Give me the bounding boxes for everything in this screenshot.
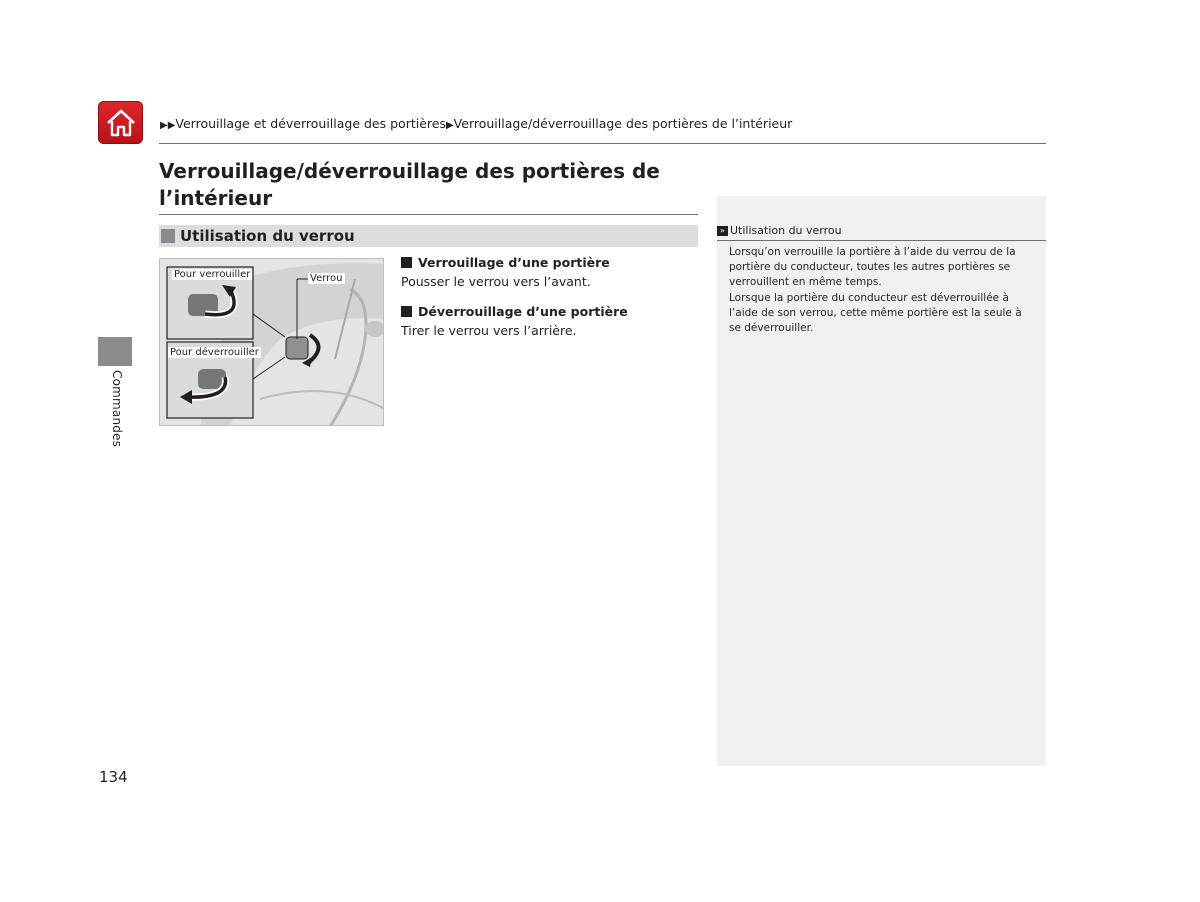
home-icon [105, 108, 137, 138]
page-number: 134 [99, 768, 128, 786]
note-title: Utilisation du verrou [730, 224, 842, 237]
note-paragraph: Lorsqu’on verrouille la portière à l’aide du verrou de la portière du conducteur, toutes les autres portières se verrouillent en même temps. [729, 246, 1016, 289]
instruction-unlock [401, 304, 628, 338]
breadcrumb [160, 116, 792, 131]
black-square-icon [401, 306, 412, 317]
instruction-heading [401, 255, 610, 270]
black-square-icon [401, 257, 412, 268]
section-heading [159, 225, 698, 247]
breadcrumb-arrow-icon: ▶▶ [160, 120, 176, 131]
chapter-label: Commandes [110, 370, 124, 448]
note-paragraph: Lorsque la portière du conducteur est déverrouillée à l’aide de son verrou, cette même portière est la seule à se déverrouiller. [729, 291, 1022, 335]
breadcrumb-arrow-icon: ▶ [445, 120, 454, 131]
label-lock: Pour verrouiller [174, 269, 251, 280]
note-body [729, 245, 1034, 336]
home-button[interactable] [98, 101, 143, 144]
note-heading [717, 224, 1046, 237]
section-title: Utilisation du verrou [180, 227, 355, 245]
door-panel-drawing [160, 259, 384, 426]
instruction-text: Pousser le verrou vers l’avant. [401, 274, 591, 289]
title-divider [159, 214, 698, 215]
instruction-lock [401, 255, 610, 289]
chapter-tab[interactable] [98, 337, 132, 366]
section-square-icon [161, 229, 175, 243]
breadcrumb-item-2[interactable]: Verrouillage/déverrouillage des portières de l’intérieur [453, 116, 793, 131]
label-knob: Verrou [310, 273, 343, 284]
note-ref-icon: » [717, 226, 728, 236]
header-divider [159, 143, 1046, 144]
label-unlock: Pour déverrouiller [170, 347, 259, 358]
instruction-text: Tirer le verrou vers l’arrière. [401, 323, 577, 338]
door-lock-illustration [159, 258, 384, 426]
page-title: Verrouillage/déverrouillage des portières de l’intérieur [159, 159, 660, 210]
instruction-heading [401, 304, 628, 319]
instruction-title: Déverrouillage d’une portière [418, 304, 628, 319]
instruction-title: Verrouillage d’une portière [418, 255, 610, 270]
breadcrumb-item-1[interactable]: Verrouillage et déverrouillage des portières [175, 116, 446, 131]
note-divider [717, 240, 1046, 241]
